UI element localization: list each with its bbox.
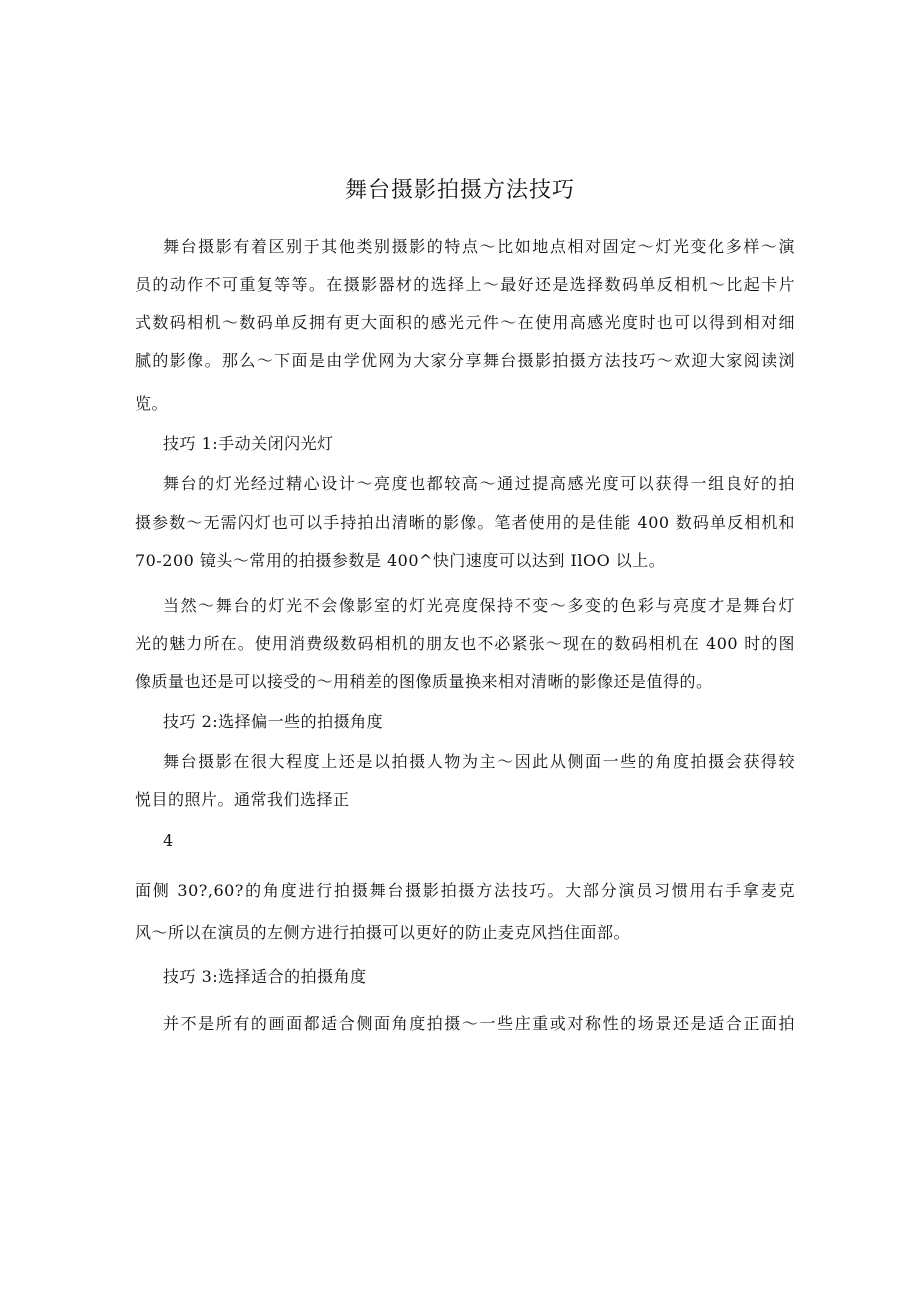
paragraph-line: 览。 xyxy=(135,394,169,413)
paragraph-line: 舞台的灯光经过精心设计～亮度也都较高～通过提高感光度可以获得一组良好的拍 xyxy=(163,474,795,493)
paragraph-line: 式数码相机～数码单反拥有更大面积的感光元件～在使用高感光度时也可以得到相对细 xyxy=(135,313,795,332)
paragraph-line: 腻的影像。那么～下面是由学优网为大家分享舞台摄影拍摄方法技巧～欢迎大家阅读浏 xyxy=(135,351,795,370)
paragraph-line: 摄参数～无需闪灯也可以手持拍出清晰的影像。笔者使用的是佳能 400 数码单反相机和 xyxy=(135,513,795,532)
paragraph-line: 70-200 镜头～常用的拍摄参数是 400^快门速度可以达到 IlOO 以上。 xyxy=(135,551,666,570)
paragraph-line: 舞台摄影有着区别于其他类别摄影的特点～比如地点相对固定～灯光变化多样～演 xyxy=(163,237,795,256)
paragraph-line: 员的动作不可重复等等。在摄影器材的选择上～最好还是选择数码单反相机～比起卡片 xyxy=(135,275,795,294)
paragraph-line: 面侧 30?,60?的角度进行拍摄舞台摄影拍摄方法技巧。大部分演员习惯用右手拿麦克 xyxy=(135,881,795,900)
paragraph-line: 像质量也还是可以接受的～用稍差的图像质量换来相对清晰的影像还是值得的。 xyxy=(135,672,713,691)
document-title: 舞台摄影拍摄方法技巧 xyxy=(344,178,575,203)
paragraph-line: 风～所以在演员的左侧方进行拍摄可以更好的防止麦克风挡住面部。 xyxy=(135,923,631,942)
paragraph-line: 悦目的照片。通常我们选择正 xyxy=(135,790,350,809)
paragraph-line: 舞台摄影在很大程度上还是以拍摄人物为主～因此从侧面一些的角度拍摄会获得较 xyxy=(163,752,795,771)
page-number: 4 xyxy=(163,831,174,850)
section-heading: 技巧 1:手动关闭闪光灯 xyxy=(163,434,334,453)
paragraph-line: 并不是所有的画面都适合侧面角度拍摄～一些庄重或对称性的场景还是适合正面拍 xyxy=(163,1014,795,1033)
section-heading: 技巧 3:选择适合的拍摄角度 xyxy=(163,967,367,986)
section-heading: 技巧 2:选择偏一些的拍摄角度 xyxy=(163,712,384,731)
paragraph-line: 当然～舞台的灯光不会像影室的灯光亮度保持不变～多变的色彩与亮度才是舞台灯 xyxy=(163,596,795,615)
paragraph-line: 光的魅力所在。使用消费级数码相机的朋友也不必紧张～现在的数码相机在 400 时的图 xyxy=(135,634,795,653)
